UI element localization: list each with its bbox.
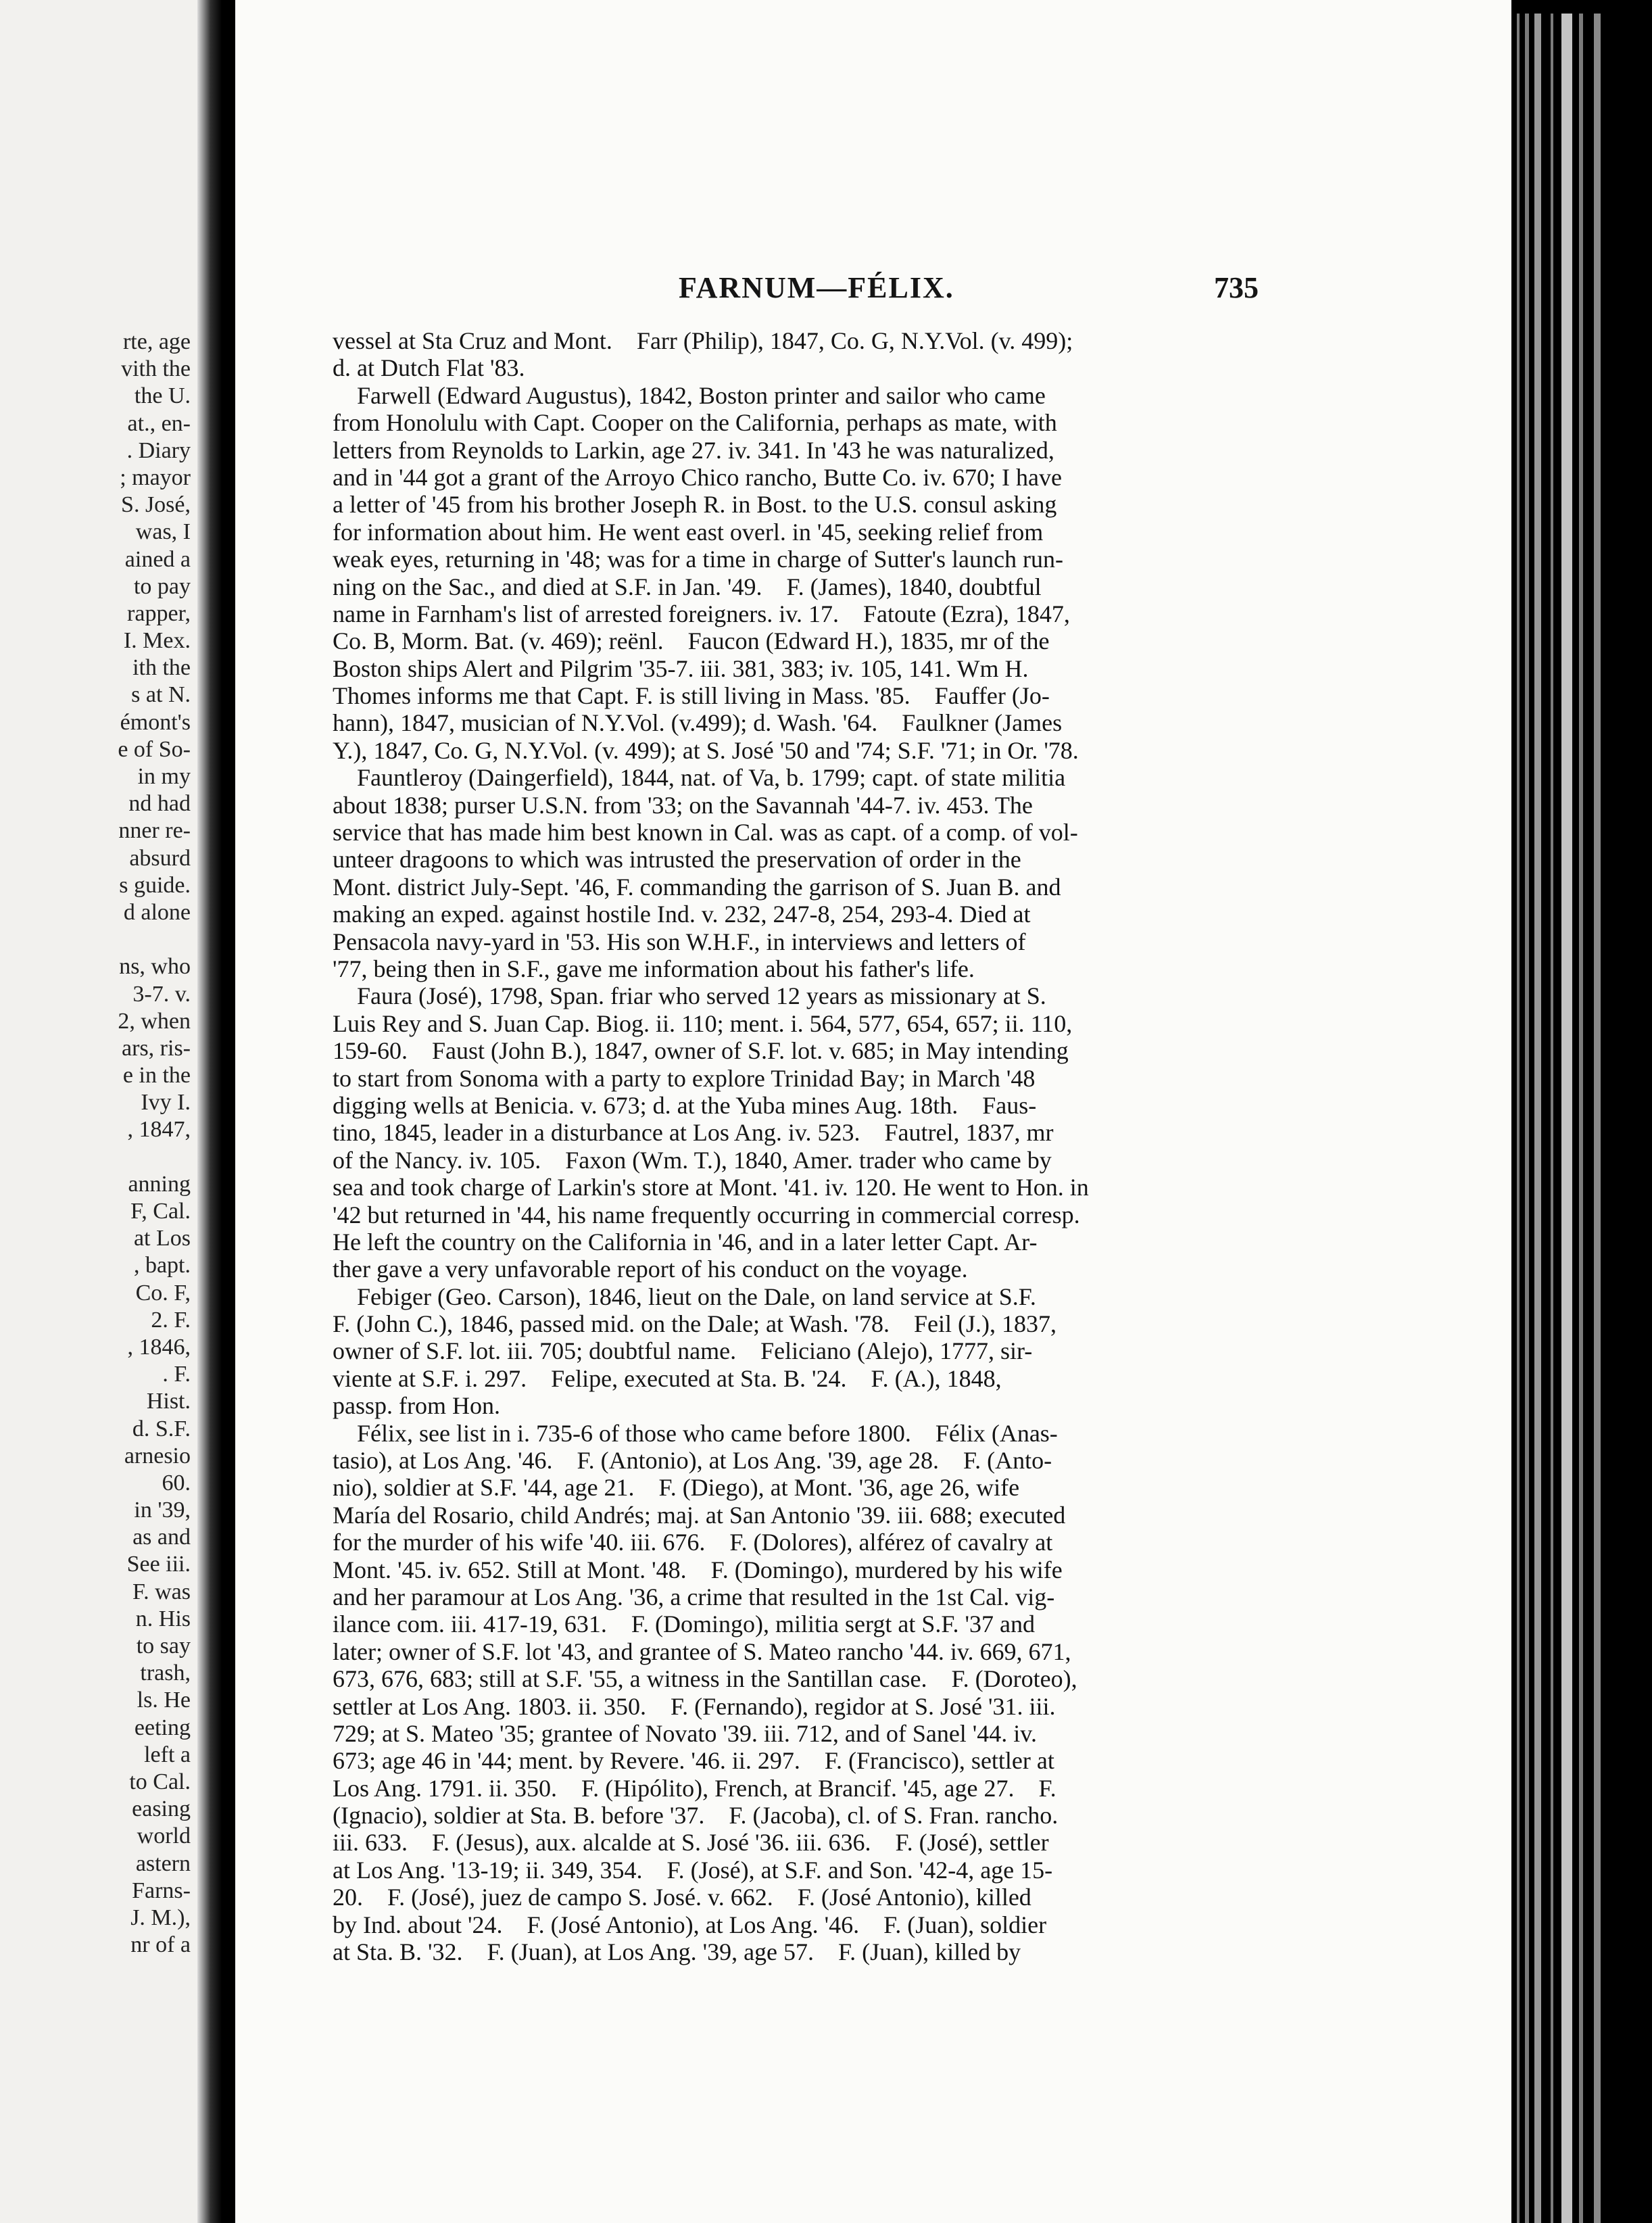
facing-page-line: ns, who [119,954,191,980]
text-line: He left the country on the California in '46, and in a later letter Capt. Ar- [333,1228,1038,1256]
text-line: 729; at S. Mateo '35; grantee of Novato '39. iii. 712, and of Sanel '44. iv. [333,1719,1037,1747]
facing-page-line: eeting [134,1715,191,1740]
facing-page-line: rte, age [122,329,191,354]
text-line: for information about him. He went east overl. in '45, seeking relief from [333,518,1044,546]
text-line: Pensacola navy-yard in '53. His son W.H.F., in interviews and letters of [333,928,1026,955]
facing-page-line: ith the [132,655,191,681]
text-line: later; owner of S.F. lot '43, and grantee of S. Mateo rancho '44. iv. 669, 671, [333,1638,1071,1665]
text-line: letters from Reynolds to Larkin, age 27. iv. 341. In '43 he was naturalized, [333,436,1054,464]
text-line: 159-60. Faust (John B.), 1847, owner of S.F. lot. v. 685; in May intending [333,1037,1069,1065]
text-line: d. at Dutch Flat '83. [333,354,525,382]
text-line: F. (John C.), 1846, passed mid. on the Dale; at Wash. '78. Feil (J.), 1837, [333,1310,1056,1338]
text-line: by Ind. about '24. F. (José Antonio), at Los Ang. '46. F. (Juan), soldier [333,1911,1047,1938]
facing-page-line: to pay [133,573,191,599]
facing-page-line: n. His [135,1606,191,1631]
facing-page-line: the U. [134,383,191,409]
text-line: '77, being then in S.F., gave me information about his father's life. [333,955,975,982]
text-line: Mont. district July-Sept. '46, F. commanding the garrison of S. Juan B. and [333,873,1061,901]
text-line: Félix, see list in i. 735-6 of those who came before 1800. Félix (Anas- [333,1419,1058,1447]
facing-page-line: in '39, [134,1498,191,1523]
facing-page-line: nner re- [118,818,191,844]
facing-page-line: as and [132,1525,191,1550]
text-line: tasio), at Los Ang. '46. F. (Antonio), at Los Ang. '39, age 28. F. (Anto- [333,1447,1052,1475]
facing-page-line: , bapt. [133,1253,191,1278]
text-line: for the murder of his wife '40. iii. 676. F. (Dolores), alférez of cavalry at [333,1529,1053,1556]
facing-page-line: émont's [120,709,191,735]
facing-page-line: . Diary [126,437,191,463]
page-body [333,327,1486,1965]
page-number: 735 [1214,271,1259,304]
facing-page-line: ; mayor [120,464,191,490]
text-line: unteer dragoons to which was intrusted the preservation of order in the [333,846,1021,874]
facing-page-line: absurd [129,845,191,871]
book-page-edges [1511,0,1652,2223]
text-line: at Sta. B. '32. F. (Juan), at Los Ang. '39, age 57. F. (Juan), killed by [333,1938,1021,1966]
text-line: a letter of '45 from his brother Joseph R. in Bost. to the U.S. consul asking [333,491,1057,519]
facing-page-line: 3-7. v. [132,981,191,1007]
text-line: iii. 633. F. (Jesus), aux. alcalde at S. José '36. iii. 636. F. (José), settler [333,1829,1049,1857]
text-line: weak eyes, returning in '48; was for a time in charge of Sutter's launch run- [333,546,1063,573]
text-line: service that has made him best known in Cal. was as capt. of a comp. of vol- [333,819,1078,846]
text-line: of the Nancy. iv. 105. Faxon (Wm. T.), 1840, Amer. trader who came by [333,1146,1052,1174]
text-line: nio), soldier at S.F. '44, age 21. F. (Diego), at Mont. '36, age 26, wife [333,1474,1020,1502]
facing-page-line: nd had [128,791,191,817]
facing-page-line: to Cal. [129,1769,191,1794]
facing-page-text [118,329,191,1959]
text-line: name in Farnham's list of arrested foreigners. iv. 17. Fatoute (Ezra), 1847, [333,600,1070,627]
facing-page-line: anning [128,1171,191,1197]
text-line: digging wells at Benicia. v. 673; d. at the Yuba mines Aug. 18th. Faus- [333,1091,1037,1119]
book-gutter [197,0,235,2223]
text-line: from Honolulu with Capt. Cooper on the California, perhaps as mate, with [333,409,1057,437]
text-line: 673; age 46 in '44; ment. by Revere. '46. ii. 297. F. (Francisco), settler at [333,1747,1054,1775]
text-line: settler at Los Ang. 1803. ii. 350. F. (Fernando), regidor at S. José '31. iii. [333,1692,1056,1720]
facing-page-line: s at N. [131,682,191,708]
text-line: ther gave a very unfavorable report of his conduct on the voyage. [333,1256,968,1283]
text-line: Boston ships Alert and Pilgrim '35-7. iii. 381, 383; iv. 105, 141. Wm H. [333,654,1029,682]
text-line: Y.), 1847, Co. G, N.Y.Vol. (v. 499); at S. José '50 and '74; S.F. '71; in Or. '78. [333,736,1079,764]
text-line: about 1838; purser U.S.N. from '33; on the Savannah '44-7. iv. 453. The [333,791,1033,819]
text-line: Co. B, Morm. Bat. (v. 469); reënl. Faucon (Edward H.), 1835, mr of the [333,627,1050,655]
facing-page-line: at., en- [127,410,191,436]
facing-page-line: 2, when [118,1008,191,1034]
facing-page-line: was, I [135,519,191,545]
text-line: ilance com. iii. 417-19, 631. F. (Domingo), militia sergt at S.F. '37 and [333,1610,1035,1638]
text-line: 673, 676, 683; still at S.F. '55, a witness in the Santillan case. F. (Doroteo), [333,1665,1077,1693]
text-line: (Ignacio), soldier at Sta. B. before '37. F. (Jacoba), cl. of S. Fran. rancho. [333,1802,1059,1830]
facing-page-line: , 1846, [127,1334,191,1360]
facing-page-line: d alone [123,899,191,925]
facing-page-line: ars, ris- [122,1035,191,1061]
book-page [235,0,1511,2223]
facing-page-line: Farns- [132,1878,191,1903]
facing-page-line: . F. [162,1362,191,1387]
facing-page-line [118,926,191,953]
facing-page-line: ls. He [137,1688,191,1713]
text-line: '42 but returned in '44, his name frequently occurring in commercial corresp. [333,1201,1080,1228]
facing-page-line: d. S.F. [132,1416,191,1441]
text-line: owner of S.F. lot. iii. 705; doubtful name. Feliciano (Alejo), 1777, sir- [333,1337,1033,1365]
text-line: vessel at Sta Cruz and Mont. Farr (Philip), 1847, Co. G, N.Y.Vol. (v. 499); [333,327,1073,354]
text-line: ning on the Sac., and died at S.F. in Jan. '49. F. (James), 1840, doubtful [333,573,1042,600]
text-line: Mont. '45. iv. 652. Still at Mont. '48. F. (Domingo), murdered by his wife [333,1556,1063,1583]
running-head: FARNUM—FÉLIX. [679,271,954,304]
facing-page-line: vith the [121,356,191,382]
page-header [235,270,1511,311]
facing-page-line: nr of a [130,1932,191,1958]
facing-page-line: See iii. [126,1552,191,1577]
facing-page-line: S. José, [121,492,191,518]
text-line: Faura (José), 1798, Span. friar who served 12 years as missionary at S. [333,982,1046,1010]
facing-page-line: , 1847, [127,1117,191,1143]
facing-page-line: J. M.), [130,1905,191,1930]
facing-page-line [118,1144,191,1171]
facing-page-line: astern [135,1850,191,1876]
text-line: Luis Rey and S. Juan Cap. Biog. ii. 110; ment. i. 564, 577, 654, 657; ii. 110, [333,1009,1073,1037]
text-line: and her paramour at Los Ang. '36, a crime that resulted in the 1st Cal. vig- [333,1583,1055,1610]
text-line: tino, 1845, leader in a disturbance at Los Ang. iv. 523. Fautrel, 1837, mr [333,1119,1054,1147]
facing-page-line: left a [144,1742,191,1767]
text-line: Farwell (Edward Augustus), 1842, Boston printer and sailor who came [333,381,1046,409]
facing-page-line: easing [132,1796,191,1822]
text-line: 20. F. (José), juez de campo S. José. v. 662. F. (José Antonio), killed [333,1884,1031,1911]
text-line: making an exped. against hostile Ind. v. 232, 247-8, 254, 293-4. Died at [333,901,1031,928]
facing-page-line: F, Cal. [130,1199,191,1224]
facing-page-line: Co. F, [135,1280,191,1306]
facing-page-fragment [0,0,197,2223]
text-line: María del Rosario, child Andrés; maj. at San Antonio '39. iii. 688; executed [333,1501,1066,1529]
facing-page-line: s guide. [119,872,191,898]
facing-page-line: in my [137,764,191,789]
facing-page-line: e in the [122,1063,191,1089]
text-line: Thomes informs me that Capt. F. is still living in Mass. '85. Fauffer (Jo- [333,682,1050,710]
text-line: hann), 1847, musician of N.Y.Vol. (v.499); d. Wash. '64. Faulkner (James [333,709,1063,737]
facing-page-line: 2. F. [151,1307,191,1333]
text-line: Febiger (Geo. Carson), 1846, lieut on the Dale, on land service at S.F. [333,1283,1036,1310]
facing-page-line: world [137,1823,191,1849]
text-line: to start from Sonoma with a party to explore Trinidad Bay; in March '48 [333,1064,1036,1092]
text-line: sea and took charge of Larkin's store at Mont. '41. iv. 120. He went to Hon. in [333,1174,1089,1201]
facing-page-line: Ivy I. [141,1090,191,1116]
text-line: passp. from Hon. [333,1392,500,1420]
text-line: viente at S.F. i. 297. Felipe, executed at Sta. B. '24. F. (A.), 1848, [333,1364,1002,1392]
facing-page-line: 60. [162,1470,191,1496]
text-line: at Los Ang. '13-19; ii. 349, 354. F. (José), at S.F. and Son. '42-4, age 15- [333,1856,1053,1884]
facing-page-line: at Los [133,1226,191,1251]
facing-page-line: rapper, [127,600,191,626]
facing-page-line: arnesio [124,1443,191,1468]
facing-page-line: e of So- [118,736,191,762]
facing-page-line: F. was [132,1579,191,1604]
facing-page-line: to say [136,1633,191,1658]
facing-page-line: trash, [140,1660,191,1686]
text-line: and in '44 got a grant of the Arroyo Chico rancho, Butte Co. iv. 670; I have [333,463,1062,491]
facing-page-line: Hist. [146,1389,191,1414]
facing-page-line: ained a [124,546,191,572]
text-line: Fauntleroy (Daingerfield), 1844, nat. of Va, b. 1799; capt. of state militia [333,764,1066,792]
facing-page-line: I. Mex. [123,628,191,654]
text-line: Los Ang. 1791. ii. 350. F. (Hipólito), French, at Brancif. '45, age 27. F. [333,1774,1056,1802]
